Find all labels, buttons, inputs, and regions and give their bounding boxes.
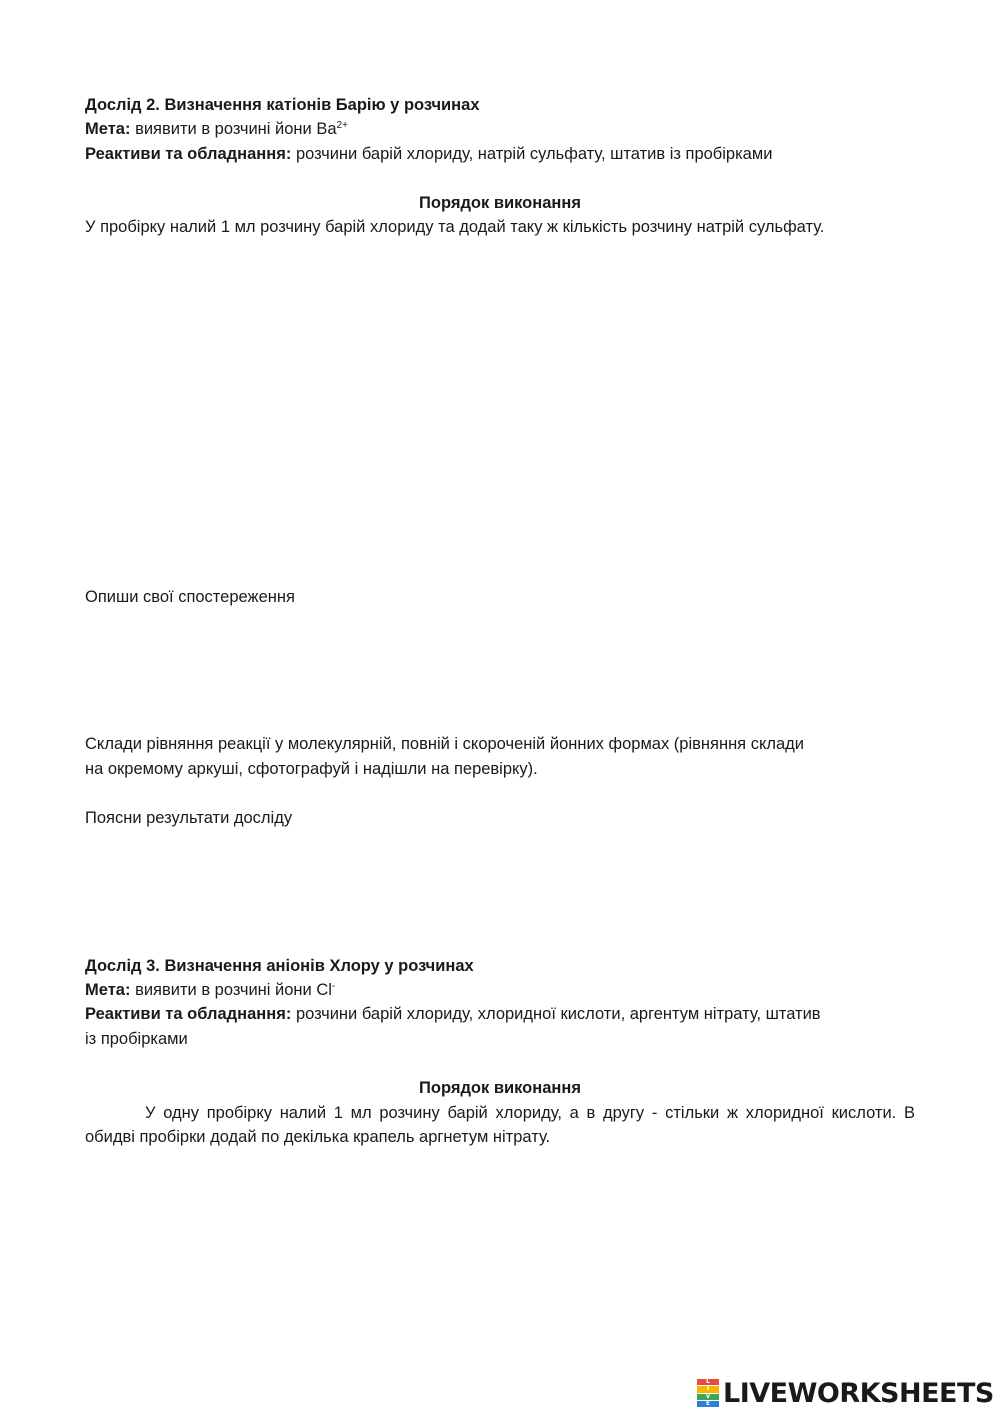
logo-letter: L [697, 1379, 719, 1385]
exp2-reagents-text: розчини барій хлориду, натрій сульфату, штатив із пробірками [295, 145, 773, 163]
exp2-goal [85, 117, 348, 141]
exp3-order-text: У одну пробірку налий 1 мл розчину барій хлориду, а в другу - стільки ж хлоридної кислоти. В обидві пробірки додай по декілька крапель аргнетум нітрату. [85, 1104, 915, 1146]
exp3-goal-label: Мета: [85, 981, 131, 999]
exp2-goal-text: виявити в розчині йони Ba [135, 120, 337, 138]
exp3-title: Дослід 3. Визначення аніонів Хлору у розчинах [85, 957, 474, 975]
exp2-explain-prompt: Поясни результати досліду [85, 809, 293, 827]
logo-mark-icon [697, 1379, 719, 1407]
exp2-reagents-label: Реактиви та обладнання: [85, 145, 292, 163]
exp2-title: Дослід 2. Визначення катіонів Барію у розчинах [85, 96, 480, 114]
exp3-reagents [85, 1002, 821, 1026]
exp2-order-heading: Порядок виконання [419, 194, 581, 212]
exp2-equation-line1: Склади рівняння реакції у молекулярній, повній і скороченій йонних формах (рівняння склади [85, 735, 804, 753]
logo-letter: E [697, 1401, 719, 1407]
exp3-order-heading: Порядок виконання [419, 1079, 581, 1097]
exp3-goal-text: виявити в розчині йони Cl [135, 981, 332, 999]
exp2-reagents [85, 142, 772, 166]
exp3-goal-sup: - [331, 981, 336, 992]
exp3-reagents-label: Реактиви та обладнання: [85, 1005, 292, 1023]
exp2-goal-label: Мета: [85, 120, 131, 138]
exp2-order-text: У пробірку налий 1 мл розчину барій хлориду та додай таку ж кількість розчину натрій сульфату. [85, 218, 825, 236]
exp2-goal-sup: 2+ [336, 120, 348, 131]
exp2-describe-prompt: Опиши свої спостереження [85, 588, 295, 606]
logo-text: LIVEWORKSHEETS [723, 1377, 994, 1409]
logo-letter: I [697, 1386, 719, 1392]
exp3-reagents-text: розчини барій хлориду, хлоридної кислоти, аргентум нітрату, штатив [295, 1005, 821, 1023]
exp2-equation-line2: на окремому аркуші, сфотографуй і надішли на перевірку). [85, 760, 538, 778]
exp3-reagents-cont: із пробірками [85, 1030, 188, 1048]
liveworksheets-logo [697, 1378, 994, 1408]
exp3-goal [85, 978, 335, 1002]
logo-letter: V [697, 1394, 719, 1400]
